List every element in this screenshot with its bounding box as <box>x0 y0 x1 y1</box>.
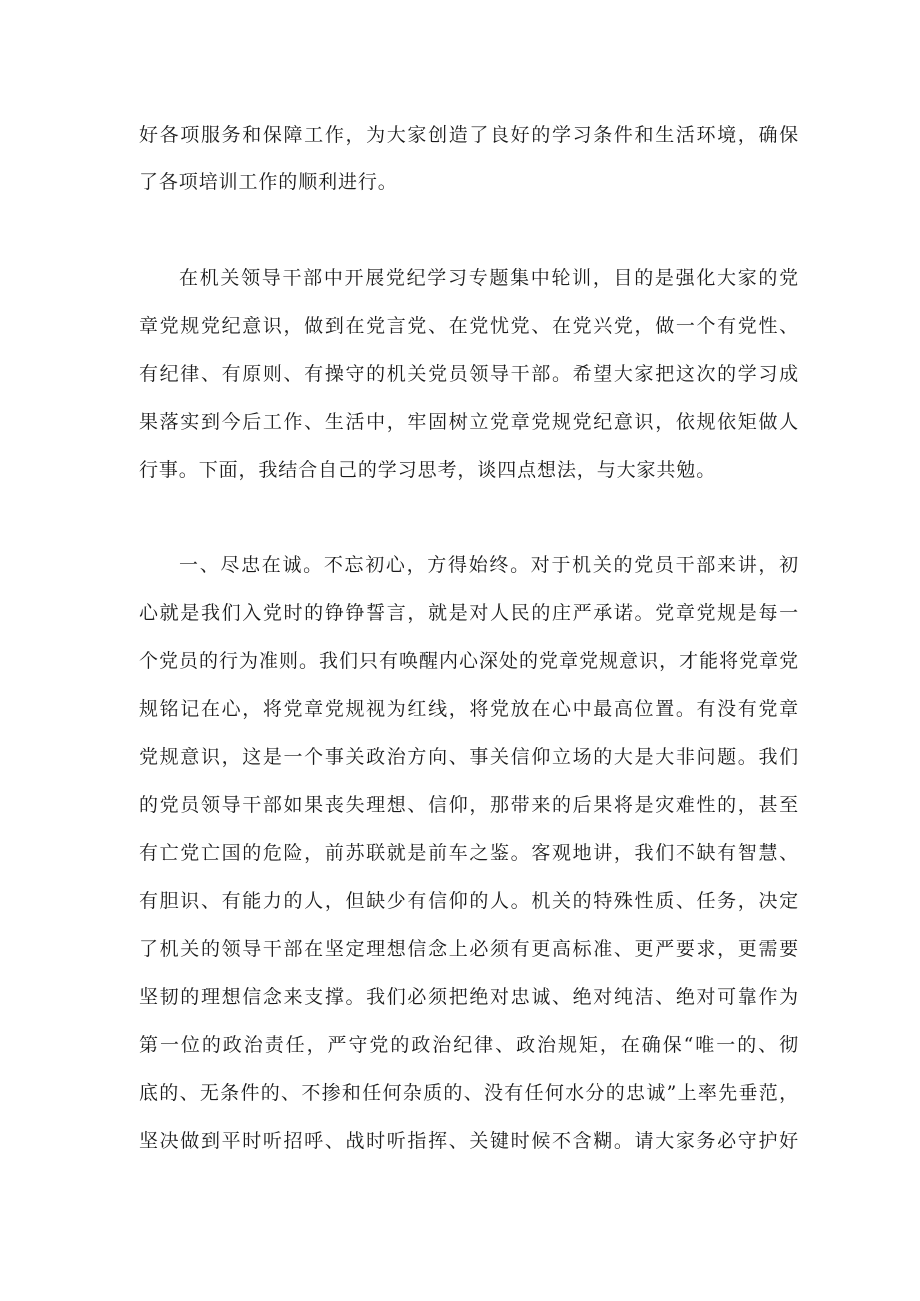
text-line: 党规意识，这是一个事关政治方向、事关信仰立场的大是大非问题。我们 <box>139 746 799 768</box>
text-line: 好各项服务和保障工作，为大家创造了良好的学习条件和生活环境，确保 <box>139 124 799 146</box>
text-line: 章党规党纪意识，做到在党言党、在党忧党、在党兴党，做一个有党性、 <box>139 315 799 337</box>
text-line: 一、尽忠在诚。不忘初心，方得始终。对于机关的党员干部来讲，初 <box>179 554 799 576</box>
text-line: 坚决做到平时听招呼、战时听指挥、关键时候不含糊。请大家务必守护好 <box>139 1130 799 1152</box>
text-line: 了机关的领导干部在坚定理想信念上必须有更高标准、更严要求，更需要 <box>139 938 799 960</box>
text-line: 第一位的政治责任，严守党的政治纪律、政治规矩，在确保“唯一的、彻 <box>139 1034 799 1056</box>
text-line: 有胆识、有能力的人，但缺少有信仰的人。机关的特殊性质、任务，决定 <box>139 890 799 912</box>
text-line: 在机关领导干部中开展党纪学习专题集中轮训，目的是强化大家的党 <box>179 267 799 289</box>
text-line: 坚韧的理想信念来支撑。我们必须把绝对忠诚、绝对纯洁、绝对可靠作为 <box>139 986 799 1008</box>
text-line: 规铭记在心，将党章党规视为红线，将党放在心中最高位置。有没有党章 <box>139 698 799 720</box>
text-line: 果落实到今后工作、生活中，牢固树立党章党规党纪意识，依规依矩做人 <box>139 411 799 433</box>
text-line: 个党员的行为准则。我们只有唤醒内心深处的党章党规意识，才能将党章党 <box>139 650 799 672</box>
text-line: 底的、无条件的、不掺和任何杂质的、没有任何水分的忠诚”上率先垂范， <box>139 1082 799 1104</box>
text-line: 有亡党亡国的危险，前苏联就是前车之鉴。客观地讲，我们不缺有智慧、 <box>139 842 799 864</box>
text-line: 行事。下面，我结合自己的学习思考，谈四点想法，与大家共勉。 <box>139 459 717 481</box>
text-line: 心就是我们入党时的铮铮誓言，就是对人民的庄严承诺。党章党规是每一 <box>139 602 799 624</box>
text-line: 有纪律、有原则、有操守的机关党员领导干部。希望大家把这次的学习成 <box>139 363 799 385</box>
text-line: 了各项培训工作的顺利进行。 <box>139 171 398 193</box>
text-line: 的党员领导干部如果丧失理想、信仰，那带来的后果将是灾难性的，甚至 <box>139 794 799 816</box>
